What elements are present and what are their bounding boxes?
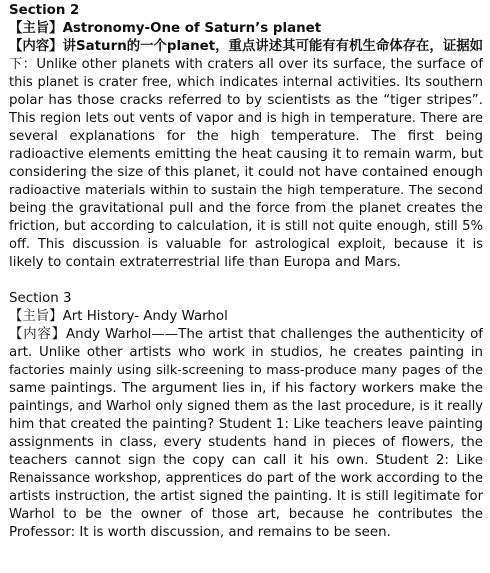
content-line: Professor: It is worth discussion, and remains to be seen. xyxy=(9,525,391,540)
content-line: artists instruction, the artist signed the painting. It is still legitimate for xyxy=(9,489,483,504)
content-line: teachers cannot sign the copy can call it his own. Student 2: Like xyxy=(9,453,483,468)
content-line: Warhol to be the owner of those art, because he contributes the xyxy=(9,507,483,522)
topic-tag: 【主旨】 xyxy=(9,21,63,36)
topic-line xyxy=(9,20,483,38)
content-line: this planet is crater free, which indicates internal activities. Its southern xyxy=(9,75,483,90)
content-line: art. Unlike other artists who work in studios, he creates painting in xyxy=(9,345,483,360)
content-line: This region lets out vents of vapor and is high in temperature. There are xyxy=(9,111,483,126)
content-line: him that created the painting? Student 1: Like teachers leave painting xyxy=(9,417,483,432)
content-line: off. This discussion is valuable for astrological exploit, because it is xyxy=(9,237,483,252)
section-heading: Section 3 xyxy=(9,291,72,306)
section-gap xyxy=(9,272,483,290)
topic-text: Art History- Andy Warhol xyxy=(62,309,228,324)
topic-tag: 【主旨】 xyxy=(9,309,63,324)
section-3 xyxy=(9,290,483,542)
content-line: Renaissance workshop, apprentices do part of the work according to the xyxy=(9,471,483,486)
content-text: Andy Warhol——The artist that challenges the authenticity of xyxy=(65,327,483,342)
content-line: assignments in class, every students hand in pieces of flowers, the xyxy=(9,435,483,450)
content-line: same paintings. The argument lies in, if his factory workers make the xyxy=(9,381,483,396)
section-2 xyxy=(9,2,483,272)
content-line: polar has those cracks referred to by scientists as the “tiger stripes”. xyxy=(9,93,483,108)
content-line xyxy=(9,326,483,344)
content-line: radioactive elements emitting the heat causing it to remain warm, but xyxy=(9,147,483,162)
content-line: likely to contain extraterrestrial life than Europa and Mars. xyxy=(9,255,401,270)
content-line xyxy=(9,38,483,56)
content-tag: 【内容】 xyxy=(9,327,66,342)
content-line: friction, but according to calculation, it is still not quite enough, still 5% xyxy=(9,219,483,234)
content-line: radioactive materials within to sustain the high temperature. The second xyxy=(9,183,483,198)
topic-line xyxy=(9,308,483,326)
content-line: being the gravitational pull and the force from the planet creates the xyxy=(9,201,483,216)
content-line: several explanations for the high temperature. The first being xyxy=(9,129,483,144)
content-line: factories mainly using silk-screening to mass-produce many pages of the xyxy=(9,363,483,378)
content-line: 下：Unlike other planets with craters all over its surface, the surface of xyxy=(9,57,483,72)
document-page xyxy=(9,2,483,542)
topic-text: Astronomy-One of Saturn’s planet xyxy=(62,21,322,36)
content-line: paintings, and Warhol only signed them as the last procedure, is it really xyxy=(9,399,483,414)
content-tag: 【内容】 xyxy=(9,39,63,54)
section-heading: Section 2 xyxy=(9,3,80,18)
content-line: considering the size of this planet, it could not have contained enough xyxy=(9,165,483,180)
content-text: 讲Saturn的一个planet，重点讲述其可能有有机生命体存在，证据如 xyxy=(62,39,483,54)
